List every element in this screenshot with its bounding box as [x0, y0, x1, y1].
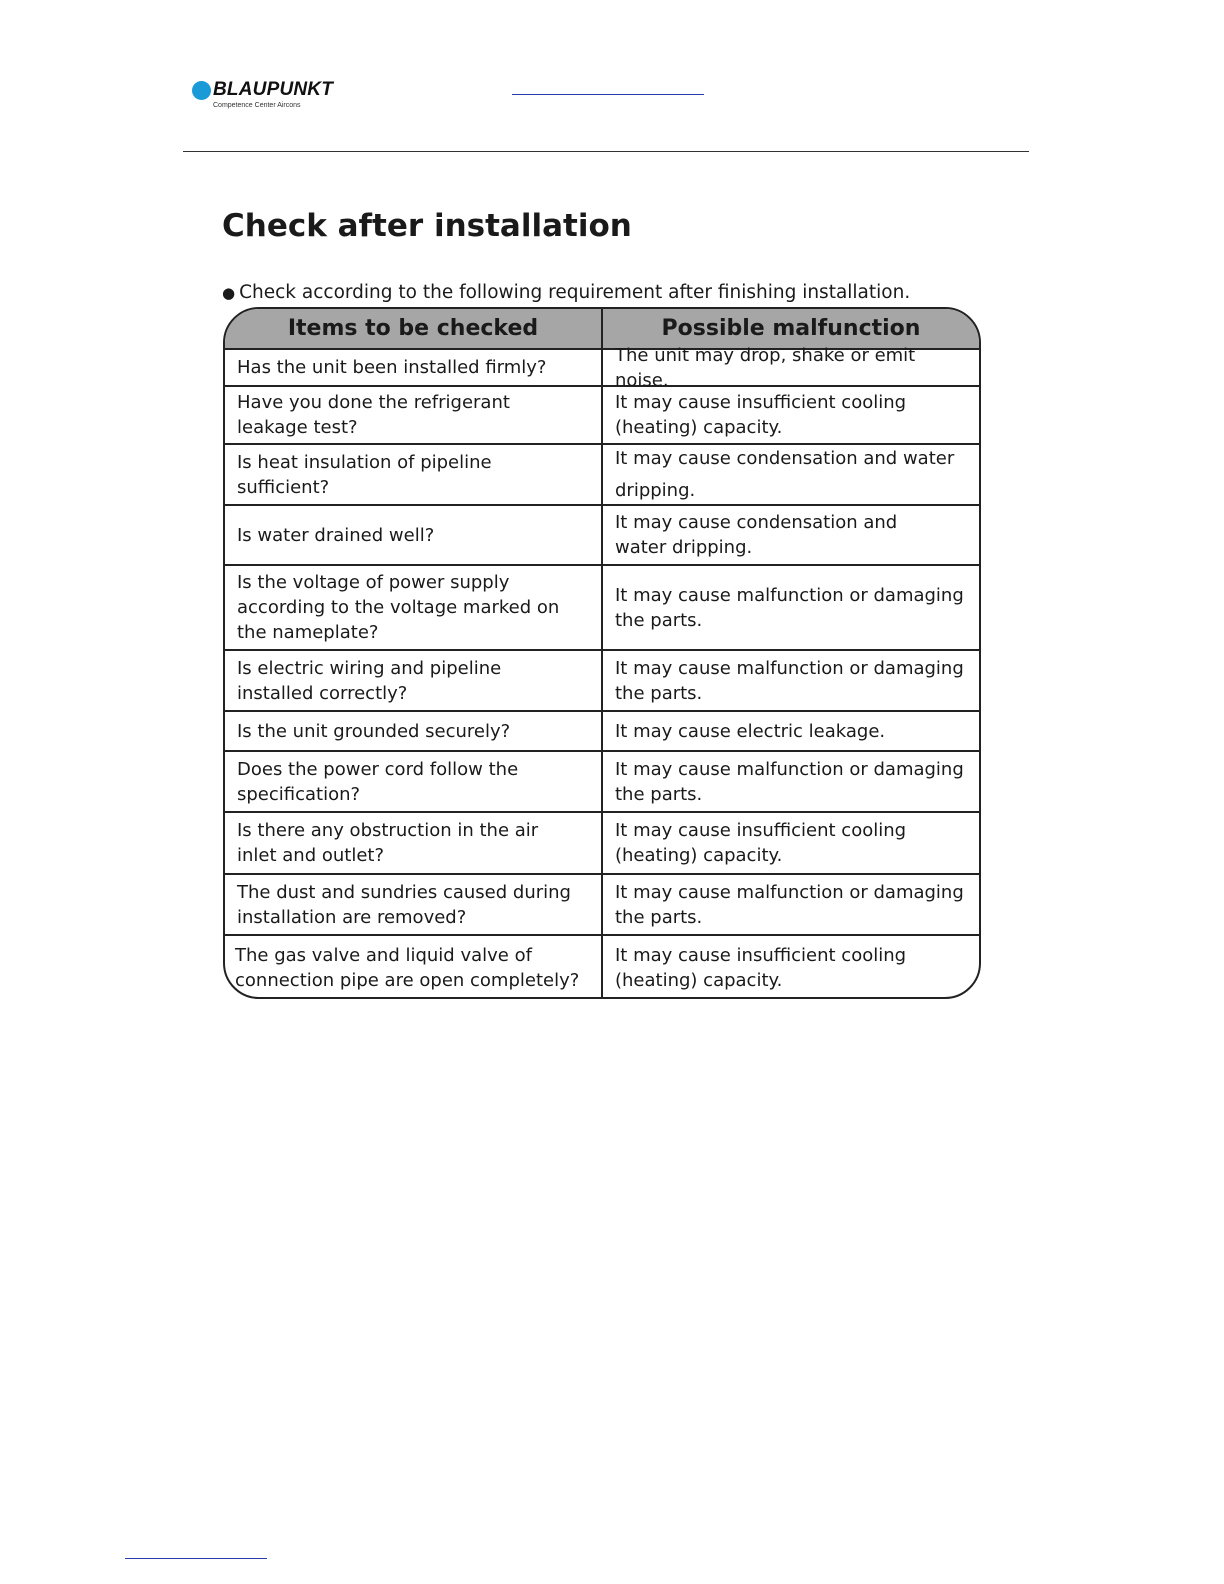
table-row — [225, 445, 979, 506]
intro-text: Check according to the following requirement after finishing installation. — [239, 282, 911, 303]
item-cell: Does the power cord follow the specification? — [225, 752, 603, 811]
malfunction-cell: It may cause malfunction or damaging the parts. — [615, 584, 964, 631]
intro-line — [222, 281, 910, 305]
table-row — [225, 566, 979, 651]
table-row — [225, 506, 979, 566]
item-cell: Is heat insulation of pipeline sufficient? — [225, 445, 603, 504]
item-cell: Have you done the refrigerant leakage test? — [225, 387, 603, 443]
header-link-underline[interactable] — [512, 94, 704, 95]
bullet-icon: ● — [222, 284, 236, 302]
brand-dot-icon — [192, 81, 211, 100]
malfunction-cell: It may cause insufficient cooling (heating) capacity. — [615, 944, 907, 991]
brand-tagline: Competence Center Aircons — [213, 102, 301, 109]
item-cell: Is electric wiring and pipeline installed correctly? — [225, 651, 603, 710]
item-cell: The gas valve and liquid valve of connection pipe are open completely? — [225, 936, 603, 999]
malfunction-cell: It may cause electric leakage. — [615, 720, 886, 742]
malfunction-cell: It may cause condensation and water dripping. — [615, 512, 898, 558]
brand-logo — [192, 79, 362, 115]
footer-link-underline[interactable] — [125, 1558, 267, 1559]
table-row — [225, 813, 979, 875]
malfunction-cell: The unit may drop, shake or emit noise. — [615, 344, 916, 391]
table-row — [225, 875, 979, 936]
check-table — [223, 307, 981, 999]
table-row — [225, 387, 979, 445]
item-cell: Is the voltage of power supply according to the voltage marked on the nameplate? — [225, 566, 603, 649]
malfunction-cell: It may cause malfunction or damaging the parts. — [615, 657, 964, 704]
header-divider — [183, 151, 1029, 152]
item-cell: Is there any obstruction in the air inlet and outlet? — [225, 813, 603, 873]
table-row — [225, 651, 979, 712]
malfunction-cell: It may cause insufficient cooling (heating) capacity. — [615, 392, 907, 438]
item-cell: Has the unit been installed firmly? — [225, 350, 603, 385]
malfunction-cell: It may cause malfunction or damaging the parts. — [615, 881, 964, 928]
malfunction-cell: It may cause condensation and water dripping. — [615, 447, 955, 501]
brand-name: BLAUPUNKT — [213, 79, 334, 100]
header-items: Items to be checked — [225, 309, 603, 348]
header-malfunction: Possible malfunction — [661, 316, 921, 341]
item-cell: The dust and sundries caused during installation are removed? — [225, 875, 603, 934]
table-row — [225, 752, 979, 813]
table-row — [225, 936, 979, 999]
table-row — [225, 712, 979, 752]
table-row — [225, 344, 979, 391]
page-title: Check after installation — [222, 208, 632, 244]
malfunction-cell: It may cause insufficient cooling (heating) capacity. — [615, 820, 907, 866]
item-cell: Is water drained well? — [225, 506, 603, 564]
malfunction-cell: It may cause malfunction or damaging the parts. — [615, 758, 964, 805]
item-cell: Is the unit grounded securely? — [225, 712, 603, 750]
